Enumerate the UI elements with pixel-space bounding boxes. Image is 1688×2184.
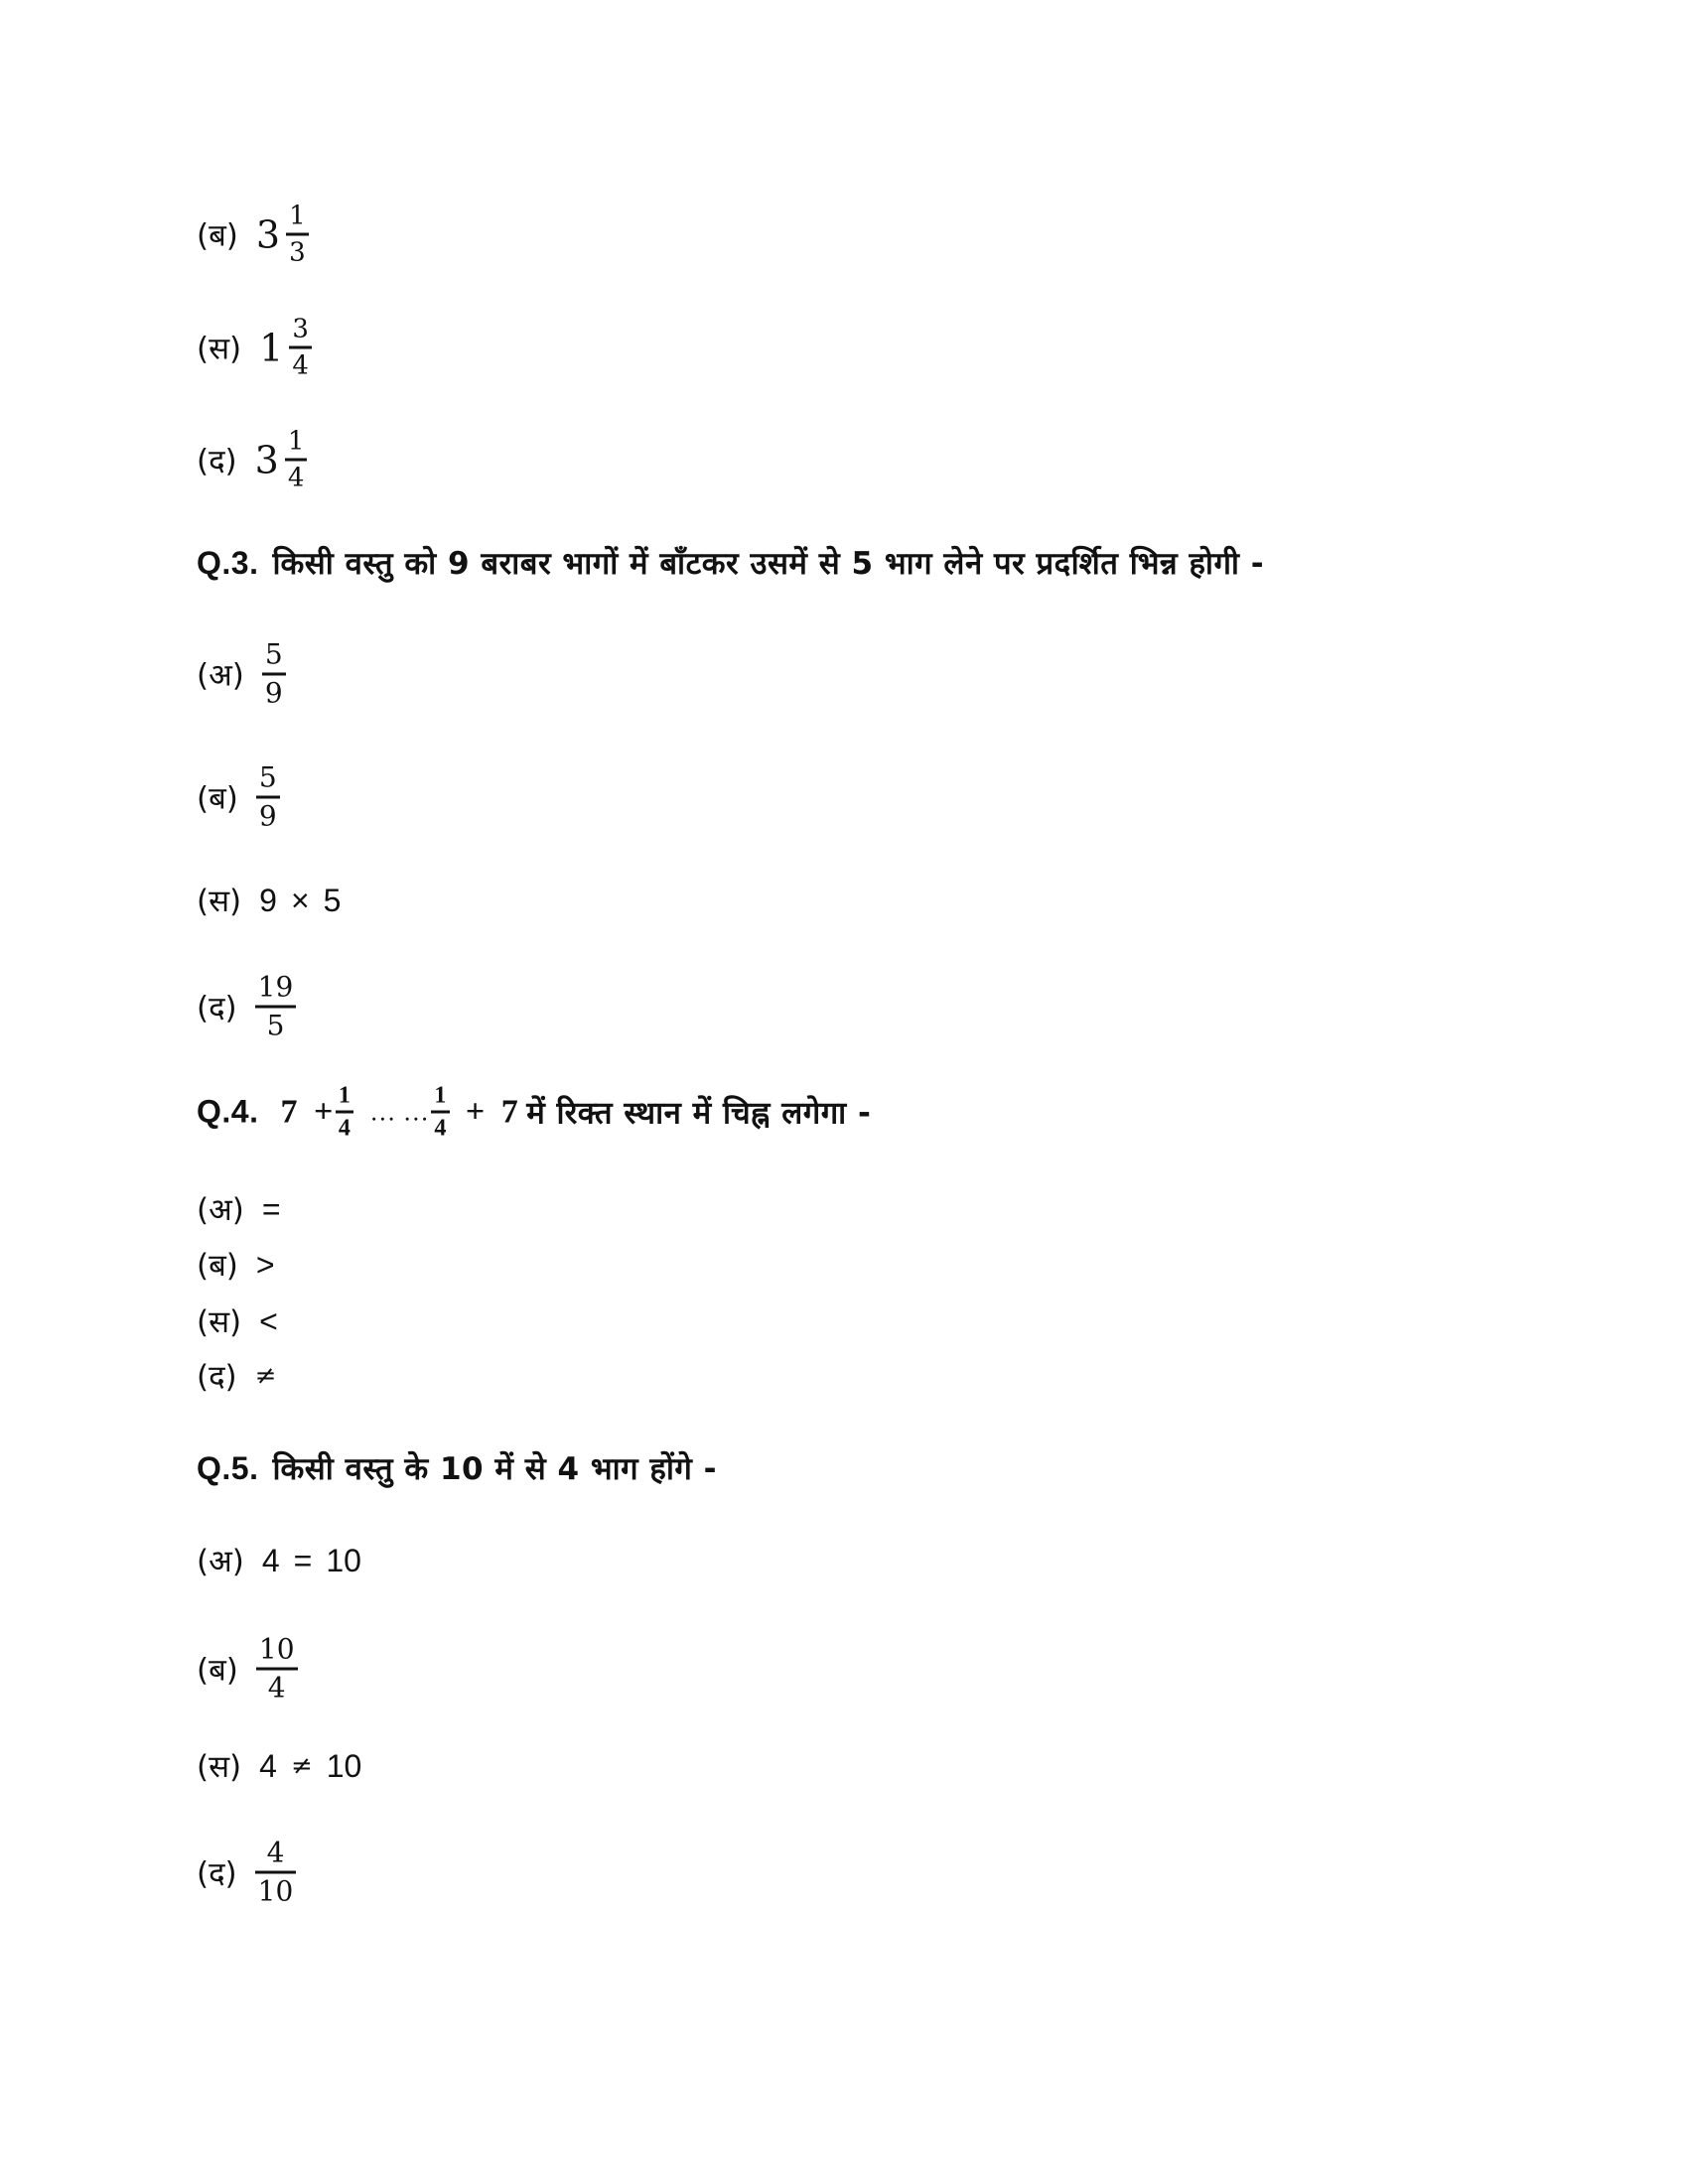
option-label: (ब) [197,1652,238,1688]
q2-option-b[interactable] [197,201,309,268]
question-5 [197,1447,717,1489]
option-label: (द) [197,1359,237,1395]
symbol-greater-than: > [255,1246,275,1283]
numerator: 1 [338,1082,352,1109]
option-label: (स) [197,1749,242,1785]
symbol-not-equal: ≠ [254,1361,277,1391]
numerator: 5 [258,760,277,794]
q5-option-a[interactable] [197,1540,361,1581]
fraction [289,314,312,381]
fraction-bar [289,346,312,349]
fraction-bar [256,1668,298,1671]
option-label: (अ) [197,1544,244,1579]
question-number: Q.5. [197,1449,259,1486]
blank-placeholder: … … [369,1097,430,1126]
q3-option-a[interactable] [197,637,286,710]
option-label: (अ) [197,1192,244,1228]
fraction [262,637,286,710]
numerator: 1 [287,426,305,457]
fraction-bar [255,1006,297,1009]
question-text: किसी वस्तु के 10 में से 4 भाग होंगे - [272,1451,717,1487]
question-text: किसी वस्तु को 9 बराबर भागों में बाँटकर उसमें से 5 भाग लेने पर प्रदर्शित भिन्न होगी - [272,546,1265,582]
numerator: 4 [266,1836,285,1869]
numerator: 5 [264,637,283,671]
q5-option-d[interactable] [197,1836,296,1908]
option-label: (द) [197,443,237,478]
q2-option-c[interactable] [197,314,312,381]
q3-option-c[interactable] [197,880,341,921]
fraction-bar [286,233,309,236]
denominator: 4 [267,1671,286,1705]
numerator: 19 [257,970,294,1004]
expr-operand-b: 7 [500,1093,519,1130]
question-3 [197,542,1264,584]
q4-option-d[interactable] [197,1355,276,1397]
expr-plus-2: + [465,1093,486,1130]
numerator: 10 [258,1632,295,1666]
fraction [256,760,280,833]
denominator: 4 [292,350,309,381]
denominator: 10 [257,1874,294,1908]
operand-left: 4 [259,1747,277,1784]
denominator: 4 [338,1115,352,1142]
fraction [255,1836,297,1908]
operator: ≠ [290,1751,313,1781]
q4-option-c[interactable] [197,1300,278,1342]
option-label: (स) [197,331,242,366]
whole-number: 3 [255,212,281,256]
operand-right: 10 [326,1542,361,1578]
option-label: (स) [197,884,242,919]
operand-left: 4 [261,1542,280,1578]
expr-plus-1: + [313,1093,334,1130]
q5-option-b[interactable] [197,1632,298,1705]
option-label: (ब) [197,1248,238,1284]
denominator: 3 [289,237,306,268]
q4-option-a[interactable] [197,1188,281,1230]
operand-right: 10 [326,1747,362,1784]
fraction-bar [256,796,280,799]
whole-number: 1 [259,326,284,369]
fraction-bar [285,459,308,462]
expr-fraction-1 [336,1084,354,1141]
whole-number: 3 [254,438,279,481]
option-label: (ब) [197,780,238,816]
fraction-bar [255,1871,297,1874]
operand-left: 9 [259,882,277,918]
operator: × [290,882,310,918]
q3-option-b[interactable] [197,760,280,833]
denominator: 4 [287,463,305,493]
fraction-bar [336,1111,354,1114]
question-number: Q.4. [197,1093,259,1130]
operand-right: 5 [323,882,342,918]
q2-option-d[interactable] [197,426,307,493]
option-label: (द) [197,1855,237,1891]
symbol-equals: = [261,1190,281,1227]
option-label: (अ) [197,657,244,693]
question-text: में रिक्त स्थान में चिह्न लगेगा - [526,1095,872,1131]
option-label: (स) [197,1304,242,1340]
denominator: 5 [266,1009,285,1042]
expr-operand-a: 7 [280,1093,298,1130]
denominator: 9 [264,676,283,710]
fraction [255,970,297,1042]
fraction-bar [262,673,286,676]
numerator: 1 [289,201,306,231]
option-label: (द) [197,990,237,1025]
symbol-less-than: < [259,1302,278,1339]
denominator: 9 [258,799,277,833]
q3-option-d[interactable] [197,970,296,1042]
q5-option-c[interactable] [197,1745,361,1787]
operator: = [293,1542,313,1578]
fraction [256,1632,298,1705]
denominator: 4 [434,1115,447,1142]
question-4 [197,1084,871,1141]
expr-fraction-2 [431,1084,450,1141]
fraction [285,426,308,493]
question-number: Q.3. [197,544,259,581]
numerator: 3 [292,314,309,344]
q4-option-b[interactable] [197,1244,275,1286]
fraction-bar [431,1111,450,1114]
fraction [286,201,309,268]
numerator: 1 [434,1082,447,1109]
option-label: (ब) [197,217,238,253]
